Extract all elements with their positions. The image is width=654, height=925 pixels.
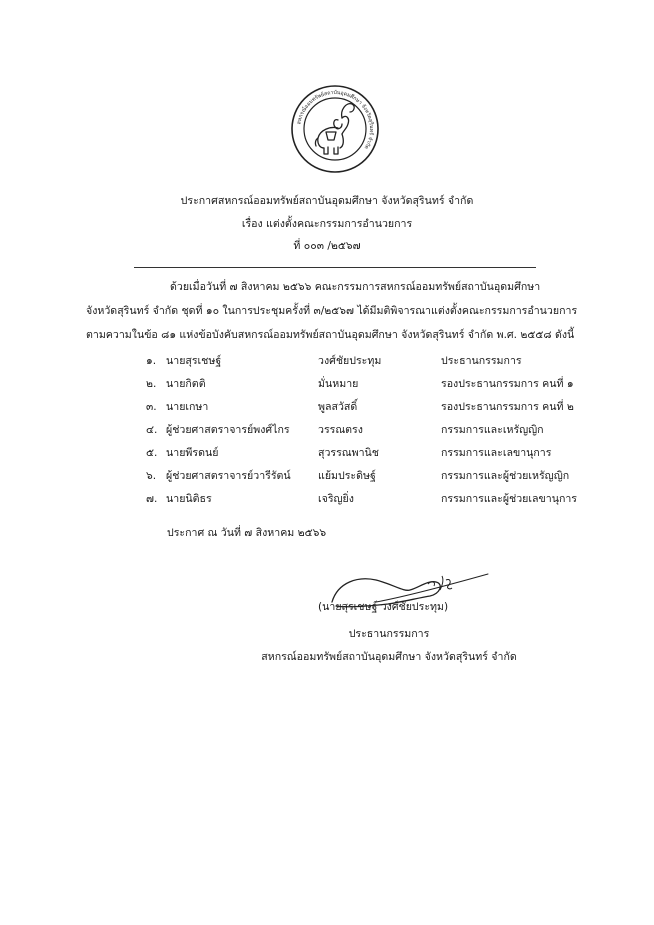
member-last-name: แย้มประดิษฐ์ [318,470,376,482]
member-last-name: วรรณตรง [318,424,363,436]
signatory-name: (นายสุรเชษฐ์ วงศ์ชัยประทุม) [318,601,449,613]
member-number: ๑. [146,355,157,367]
member-first-name: นายเกษา [166,401,209,413]
document-title: ประกาศสหกรณ์ออมทรัพย์สถาบันอุดมศึกษา จังหวัดสุรินทร์ จำกัด [180,195,474,207]
member-role: กรรมการและเลขานุการ [441,447,552,459]
member-role: ประธานกรรมการ [441,355,522,367]
member-first-name: นายนิติธร [166,493,212,505]
cooperative-logo [290,84,380,174]
member-first-name: นายสุรเชษฐ์ [166,355,222,367]
announce-date: ประกาศ ณ วันที่ ๗ สิงหาคม ๒๕๖๖ [167,527,327,539]
member-last-name: สุวรรณพานิช [318,447,379,459]
signatory-organization: สหกรณ์ออมทรัพย์สถาบันอุดมศึกษา จังหวัดสุรินทร์ จำกัด [261,651,517,663]
member-row [0,354,654,368]
paragraph-line: ด้วยเมื่อวันที่ ๗ สิงหาคม ๒๕๖๖ คณะกรรมการสหกรณ์ออมทรัพย์สถาบันอุดมศึกษา [170,281,541,293]
member-row [0,492,654,506]
paragraph-line: จังหวัดสุรินทร์ จำกัด ชุดที่ ๑๐ ในการประชุมครั้งที่ ๓/๒๕๖๗ ได้มีมติพิจารณาแต่งตั้งคณะกรรมการอำนวยการ [86,305,578,317]
member-row [0,400,654,414]
member-number: ๒. [146,378,157,390]
elephant-icon [315,104,354,154]
header-divider [134,267,536,268]
logo-ring-text: สหกรณ์ออมทรัพย์สถาบันอุดมศึกษา จังหวัดสุรินทร์ จำกัด [296,89,375,150]
member-first-name: นายกิตติ [166,378,206,390]
member-first-name: นายพีรดนย์ [166,447,219,459]
member-number: ๕. [146,447,158,459]
member-last-name: เจริญยิ่ง [318,493,354,505]
member-last-name: มั่นหมาย [318,378,359,390]
member-number: ๔. [146,424,158,436]
member-role: รองประธานกรรมการ คนที่ ๑ [441,378,574,390]
member-role: รองประธานกรรมการ คนที่ ๒ [441,401,574,413]
member-row [0,469,654,483]
document-number: ที่ ๐๐๓ /๒๕๖๗ [293,240,361,252]
document-subject: เรื่อง แต่งตั้งคณะกรรมการอำนวยการ [241,218,413,230]
member-last-name: วงศ์ชัยประทุม [318,355,382,367]
member-role: กรรมการและผู้ช่วยเลขานุการ [441,493,577,505]
member-last-name: พูลสวัสดิ์ [318,401,358,413]
member-first-name: ผู้ช่วยศาสตราจารย์วารีรัตน์ [166,470,291,482]
member-row [0,423,654,437]
member-number: ๖. [146,470,157,482]
member-number: ๗. [146,493,158,505]
member-role: กรรมการและผู้ช่วยเหรัญญิก [441,470,570,482]
member-number: ๓. [146,401,157,413]
member-row [0,446,654,460]
member-row [0,377,654,391]
paragraph-line: ตามความในข้อ ๘๑ แห่งข้อบังคับสหกรณ์ออมทรัพย์สถาบันอุดมศึกษา จังหวัดสุรินทร์ จำกัด พ.ศ. ๒๕๕๘ ดังนี้ [86,329,575,341]
member-role: กรรมการและเหรัญญิก [441,424,544,436]
member-first-name: ผู้ช่วยศาสตราจารย์พงศ์ไกร [166,424,290,436]
signatory-position: ประธานกรรมการ [348,628,430,640]
